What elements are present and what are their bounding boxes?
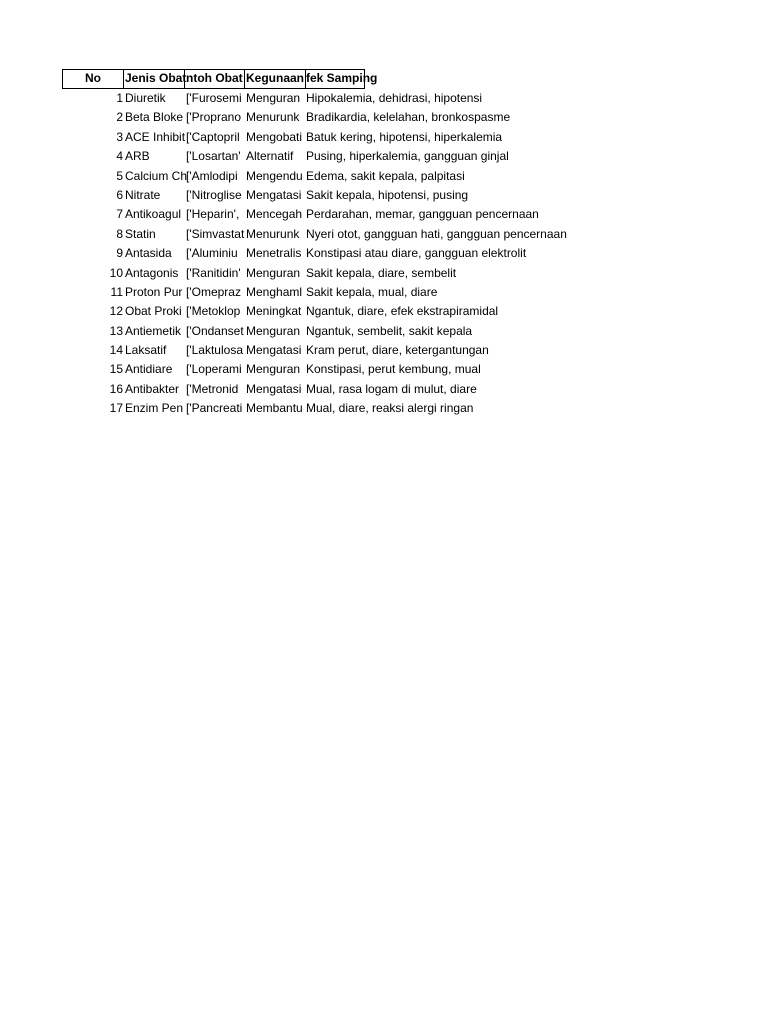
cell-efek-samping[interactable]: Edema, sakit kepala, palpitasi	[306, 168, 465, 183]
cell-kegunaan[interactable]: Menguran	[246, 362, 301, 377]
cell-efek-samping[interactable]: Sakit kepala, diare, sembelit	[306, 265, 457, 280]
cell-kegunaan[interactable]: Menetralis	[246, 246, 302, 261]
cell-contoh-obat[interactable]: ['Laktulosa	[186, 343, 243, 358]
cell-efek-samping[interactable]: Hipokalemia, dehidrasi, hipotensi	[306, 91, 483, 105]
cell-contoh-obat[interactable]: ['Losartan'	[186, 149, 241, 164]
cell-contoh-obat[interactable]: ['Loperami	[186, 362, 242, 377]
cell-jenis-obat[interactable]: Laksatif	[125, 343, 167, 358]
cell-efek-samping[interactable]: Pusing, hiperkalemia, gangguan ginjal	[306, 149, 509, 164]
cell-no[interactable]: 4	[116, 149, 123, 164]
cell-kegunaan[interactable]: Mencegah	[246, 207, 303, 222]
cell-no[interactable]: 11	[110, 284, 123, 299]
header-jenis-obat[interactable]: Jenis Obat	[124, 69, 185, 89]
cell-efek-samping[interactable]: Sakit kepala, mual, diare	[306, 284, 438, 299]
cell-jenis-obat[interactable]: Antidiare	[125, 362, 173, 377]
cell-kegunaan[interactable]: Mengatasi	[246, 343, 302, 358]
cell-contoh-obat[interactable]: ['Omepraz	[186, 284, 241, 299]
cell-no[interactable]: 3	[116, 129, 123, 144]
cell-efek-samping[interactable]: Batuk kering, hipotensi, hiperkalemia	[306, 129, 503, 144]
cell-no[interactable]: 13	[109, 323, 123, 338]
cell-efek-samping[interactable]: Sakit kepala, hipotensi, pusing	[306, 187, 469, 202]
cell-kegunaan[interactable]: Menurunk	[246, 110, 300, 125]
cell-contoh-obat[interactable]: ['Metronid	[186, 381, 239, 396]
cell-no[interactable]: 8	[116, 226, 123, 241]
cell-jenis-obat[interactable]: Obat Proki	[125, 304, 182, 319]
cell-contoh-obat[interactable]: ['Nitroglise	[186, 187, 242, 202]
cell-contoh-obat[interactable]: ['Heparin',	[186, 207, 240, 222]
header-kegunaan[interactable]: Kegunaan	[245, 69, 306, 89]
cell-no[interactable]: 1	[116, 91, 123, 105]
cell-kegunaan[interactable]: Mengendu	[246, 168, 303, 183]
cell-kegunaan[interactable]: Mengatasi	[246, 187, 302, 202]
cell-kegunaan[interactable]: Meningkat	[246, 304, 302, 319]
cell-no[interactable]: 14	[109, 343, 123, 358]
cell-efek-samping[interactable]: Bradikardia, kelelahan, bronkospasme	[306, 110, 511, 125]
cell-no[interactable]: 16	[109, 381, 123, 396]
cell-kegunaan[interactable]: Menghaml	[246, 284, 303, 299]
cell-jenis-obat[interactable]: Statin	[125, 226, 156, 241]
cell-no[interactable]: 7	[116, 207, 123, 222]
cell-jenis-obat[interactable]: Enzim Pen	[125, 401, 184, 416]
cell-no[interactable]: 6	[116, 187, 123, 202]
cell-efek-samping[interactable]: Konstipasi atau diare, gangguan elektrolit	[306, 246, 527, 261]
cell-efek-samping[interactable]: Ngantuk, sembelit, sakit kepala	[306, 323, 473, 338]
cell-kegunaan[interactable]: Menguran	[246, 323, 301, 338]
cell-efek-samping[interactable]: Perdarahan, memar, gangguan pencernaan	[306, 207, 539, 222]
cell-no[interactable]: 10	[109, 265, 123, 280]
cell-contoh-obat[interactable]: ['Pancreati	[186, 401, 243, 416]
cell-kegunaan[interactable]: Membantu	[246, 401, 303, 416]
cell-jenis-obat[interactable]: Beta Bloke	[125, 110, 184, 125]
cell-efek-samping[interactable]: Mual, rasa logam di mulut, diare	[306, 381, 477, 396]
cell-no[interactable]: 9	[116, 246, 123, 261]
cell-contoh-obat[interactable]: ['Metoklop	[186, 304, 241, 319]
cell-kegunaan[interactable]: Mengobati	[246, 129, 303, 144]
cell-no[interactable]: 15	[109, 362, 123, 377]
cell-kegunaan[interactable]: Menguran	[246, 265, 301, 280]
cell-no[interactable]: 2	[116, 110, 123, 125]
cell-kegunaan[interactable]: Menguran	[246, 91, 301, 105]
cell-contoh-obat[interactable]: ['Simvastat	[186, 226, 245, 241]
cell-efek-samping[interactable]: Konstipasi, perut kembung, mual	[306, 362, 481, 377]
cell-efek-samping[interactable]: Nyeri otot, gangguan hati, gangguan pencernaan	[306, 226, 567, 241]
cell-jenis-obat[interactable]: Antibakter	[125, 381, 180, 396]
cell-jenis-obat[interactable]: ARB	[125, 149, 150, 164]
cell-kegunaan[interactable]: Mengatasi	[246, 381, 302, 396]
cell-contoh-obat[interactable]: ['Captopril	[186, 129, 240, 144]
cell-jenis-obat[interactable]: Nitrate	[125, 187, 161, 202]
cell-jenis-obat[interactable]: Antikoagul	[125, 207, 182, 222]
cell-contoh-obat[interactable]: ['Ondanset	[186, 323, 244, 338]
cell-no[interactable]: 5	[116, 168, 123, 183]
cell-jenis-obat[interactable]: Antasida	[125, 246, 172, 261]
cell-efek-samping[interactable]: Mual, diare, reaksi alergi ringan	[306, 401, 474, 416]
cell-contoh-obat[interactable]: ['Furosemi	[186, 91, 242, 105]
cell-jenis-obat[interactable]: Proton Pur	[125, 284, 183, 299]
cell-kegunaan[interactable]: Alternatif	[246, 149, 294, 164]
cell-jenis-obat[interactable]: Antiemetik	[125, 323, 182, 338]
cell-efek-samping[interactable]: Kram perut, diare, ketergantungan	[306, 343, 489, 358]
cell-no[interactable]: 17	[109, 401, 123, 416]
header-contoh-obat[interactable]: ntoh Obat	[185, 69, 245, 89]
cell-contoh-obat[interactable]: ['Aluminiu	[186, 246, 238, 261]
cell-efek-samping[interactable]: Ngantuk, diare, efek ekstrapiramidal	[306, 304, 499, 319]
header-efek-samping[interactable]: fek Samping	[306, 69, 365, 89]
cell-jenis-obat[interactable]: ACE Inhibit	[125, 129, 186, 144]
cell-kegunaan[interactable]: Menurunk	[246, 226, 300, 241]
cell-jenis-obat[interactable]: Diuretik	[125, 91, 166, 105]
cell-jenis-obat[interactable]: Calcium Ch	[125, 168, 188, 183]
cell-contoh-obat[interactable]: ['Amlodipi	[186, 168, 238, 183]
cell-no[interactable]: 12	[109, 304, 123, 319]
cell-contoh-obat[interactable]: ['Ranitidin'	[186, 265, 241, 280]
header-no[interactable]: No	[62, 69, 124, 89]
cell-jenis-obat[interactable]: Antagonis	[125, 265, 179, 280]
cell-contoh-obat[interactable]: ['Proprano	[186, 110, 241, 125]
